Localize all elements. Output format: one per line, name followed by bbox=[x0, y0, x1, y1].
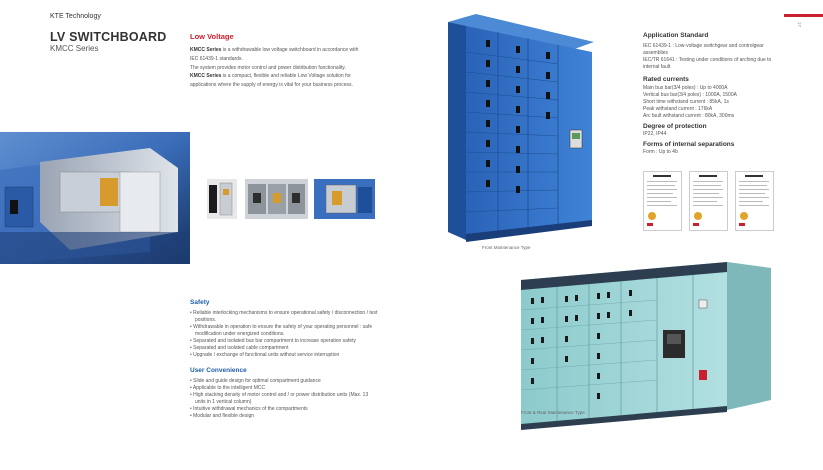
withdrawable-unit-photo bbox=[0, 132, 190, 264]
rated-line: Vertical bus bar(3/4 poles) : 1000A, 1500A bbox=[643, 92, 737, 98]
standard-line: IEC/TR 61641 : Testing under conditions of arching due to internal fault bbox=[643, 57, 772, 70]
list-item: • Separated and isolated cable compartment bbox=[190, 345, 289, 351]
intro-line: IEC 61439-1 standards. bbox=[190, 55, 243, 62]
page-subtitle: KMCC Series bbox=[50, 44, 99, 53]
intro-paragraph bbox=[190, 46, 390, 90]
standard-line: IEC 61439-1 : Low-voltage switchgear and controlgear assemblies bbox=[643, 43, 764, 56]
front-maintenance-switchboard-image bbox=[446, 12, 596, 244]
list-item: • Reliable interlocking mechanisms to ensure operational safety / disconnection / test positions. bbox=[190, 310, 378, 323]
intro-line: applications where the supply of energy is vital for your business process. bbox=[190, 82, 353, 89]
list-item: • Applicable to the intelligent MCC bbox=[190, 385, 266, 391]
intro-line: is a withdrawable low voltage switchboard in accordance with bbox=[221, 47, 359, 53]
list-item: • Withdrawable in operation to ensure the safety of your operating personnel : safe modification under energized conditions. bbox=[190, 324, 373, 337]
list-item: • Upgrade / exchange of functional units without service interruption bbox=[190, 352, 340, 358]
list-item: • Modular and flexible design bbox=[190, 413, 255, 419]
front-rear-maintenance-switchboard-image bbox=[517, 260, 773, 432]
certificate-document bbox=[736, 172, 774, 231]
handle-detail-photo bbox=[207, 179, 237, 219]
page-title: LV SWITCHBOARD bbox=[50, 30, 167, 44]
rated-currents-heading: Rated currents bbox=[643, 76, 689, 83]
intro-product-name: KMCC Series bbox=[190, 73, 222, 80]
rated-line: Short time withstand current : 85kA, 1s bbox=[643, 99, 729, 105]
intro-heading: Low Voltage bbox=[190, 32, 234, 41]
intro-product-name: KMCC Series bbox=[190, 47, 222, 53]
separation-heading: Forms of internal separations bbox=[643, 141, 735, 148]
compartment-detail-photo bbox=[245, 179, 308, 219]
test-certificates bbox=[643, 171, 775, 232]
rated-line: Main bus bar(3/4 poles) : Up to 4000A bbox=[643, 85, 728, 91]
list-item: • Intuitive withdrawal mechanics of the compartments bbox=[190, 406, 308, 412]
list-item: • Slide and guide design for optimal compartment guidance bbox=[190, 378, 321, 384]
rated-currents-text bbox=[643, 85, 783, 120]
list-item: • Separated and isolated bus bar compartment to increase operation safety bbox=[190, 338, 357, 344]
protection-heading: Degree of protection bbox=[643, 123, 707, 130]
protection-value: IP22, IP44 bbox=[643, 131, 667, 137]
user-convenience-list bbox=[190, 378, 378, 420]
page-number: 17 bbox=[797, 21, 803, 28]
application-standard-text bbox=[643, 43, 775, 71]
safety-heading: Safety bbox=[190, 299, 210, 306]
front-maintenance-caption: Front Maintenance Type bbox=[482, 245, 531, 250]
safety-list bbox=[190, 310, 378, 359]
list-item: • High stacking density of motor control and / or power distribution units (Max. 13 units in 1 vertical column) bbox=[190, 392, 369, 405]
intro-line: is a compact, flexible and reliable Low Voltage solution for bbox=[221, 73, 351, 80]
user-convenience-heading: User Convenience bbox=[190, 367, 247, 374]
brand-name: KTE Technology bbox=[50, 13, 101, 20]
certificate-document bbox=[690, 172, 728, 231]
application-standard-heading: Application Standard bbox=[643, 32, 709, 39]
rated-line: Arc fault withstand current : 80kA, 300ms bbox=[643, 113, 735, 119]
intro-line: The system provides motor control and power distribution functionality. bbox=[190, 64, 346, 71]
unit-insertion-photo bbox=[314, 179, 375, 219]
rated-line: Peak withstand current : 176kA bbox=[643, 106, 713, 112]
front-rear-maintenance-caption: Front & Rear Maintenance Type bbox=[521, 410, 585, 415]
accent-bar bbox=[784, 14, 823, 17]
separation-value: Form : Up to 4b bbox=[643, 149, 678, 155]
certificate-document bbox=[644, 172, 682, 231]
